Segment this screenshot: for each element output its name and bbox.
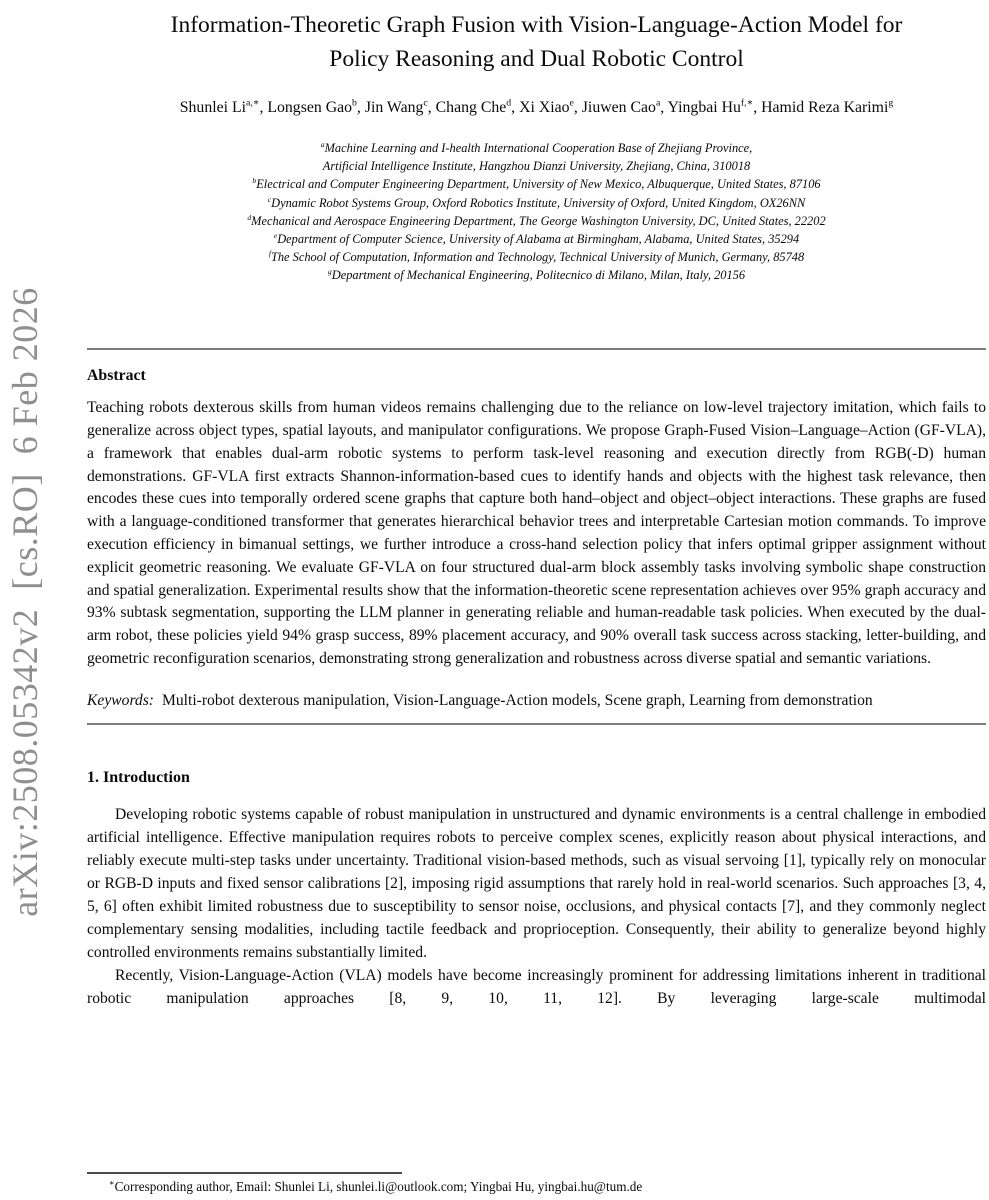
paragraph: Recently, Vision-Language-Action (VLA) models have become increasingly prominent for addressing limitations inherent in traditional robotic manipulation approaches [8, 9, 10, 11, 12]. By leveraging large-scale multimodal <box>87 966 986 1007</box>
abstract-text: Teaching robots dexterous skills from human videos remains challenging due to the reliance on low-level trajectory imitation, which fails to generalize across object types, spatial layouts, and manipulator configurations. We propose Graph-Fused Vision–Language–Action (GF-VLA), a framework that enables dual-arm robotic systems to perform task-level reasoning and execution directly from RGB(-D) human demonstrations. GF-VLA first extracts Shannon-information-based cues to identify hands and objects with the highest task relevance, then encodes these cues into temporally ordered scene graphs that capture both hand–object and object–object interactions. These graphs are fused with a language-conditioned transformer that generates hierarchical behavior trees and interpretable Cartesian motion commands. To improve execution efficiency in bimanual settings, we further introduce a cross-hand selection policy that infers optimal gripper assignment without explicit geometric reasoning. We evaluate GF-VLA on four structured dual-arm block assembly tasks involving symbolic shape construction and spatial generalization. Experimental results show that the information-theoretic scene representation achieves over 95% graph accuracy and 93% subtask segmentation, supporting the LLM planner in generating reliable and human-readable task policies. When executed by the dual-arm robot, these policies yield 94% grasp success, 89% placement accuracy, and 90% overall task success across stacking, letter-building, and geometric reconfiguration scenarios, demonstrating strong generalization and robustness across diverse spatial and semantic variations. <box>87 399 986 667</box>
divider-bottom <box>87 723 986 726</box>
divider-top <box>87 348 986 351</box>
footnote-divider <box>87 1172 402 1174</box>
footnote-text <box>87 1179 989 1195</box>
affiliations <box>87 139 986 285</box>
author: Shunlei $Li^{a,∗}$ <box>179 97 260 116</box>
affiliation-line: $^f$The School of Computation, Information and Technology, Technical University of Munich, Germany, 85748 <box>268 249 805 265</box>
affiliation-line: $^g$Department of Mechanical Engineering, Politecnico di Milano, Milan, Italy, 20156 <box>327 267 746 283</box>
keywords-text: Multi-robot dexterous manipulation, Vision-Language-Action models, Scene graph, Learning from demonstration <box>162 691 873 709</box>
author: Jin Wang$^c$ <box>364 97 428 116</box>
affiliation-line: $^b$Electrical and Computer Engineering Department, University of New Mexico, Albuquerque, United States, 87106 <box>252 176 821 192</box>
footnote <box>87 1158 989 1200</box>
arxiv-watermark: arXiv:2508.05342v2 [cs.RO] 6 Feb 2026 <box>5 287 45 917</box>
affiliation-line: $^d$Mechanical and Aerospace Engineering Department, The George Washington University, DC, United States, 22202 <box>247 212 826 228</box>
page-content <box>87 0 986 1011</box>
author: Yingbai $Hu^{f,∗}$ <box>667 97 754 116</box>
author: Longsen Gao$^b$ <box>267 97 357 116</box>
page-title <box>87 0 986 76</box>
authors-line: Shunlei $Li^{a,∗}$, Longsen Gao$^b$, Jin Wang$^c$, Chang Che$^d$, Xi Xiao$^e$, Jiuwen Cao$^a$, Yingbai $Hu^{f,∗}$, Hamid Reza Karimi$^g$ <box>179 97 894 116</box>
keywords-label: Keywords: <box>87 691 154 709</box>
page-title-line-1: Information-Theoretic Graph Fusion with Vision-Language-Action Model for <box>170 12 903 38</box>
affiliation-line: $^c$Dynamic Robot Systems Group, Oxford Robotics Institute, University of Oxford, United Kingdom, OX26NN <box>267 194 806 210</box>
introduction-body <box>87 804 986 1010</box>
author: Hamid Reza Karimi$^g$ <box>761 97 894 116</box>
affiliation-line: Artificial Intelligence Institute, Hangzhou Dianzi University, Zhejiang, China, 310018 <box>322 159 751 174</box>
abstract-heading: Abstract <box>87 367 146 385</box>
author: Xi Xiao$^e$ <box>519 97 574 116</box>
keywords-line <box>87 689 986 712</box>
author: Chang Che$^d$ <box>435 97 512 116</box>
footnote-body: Corresponding author, Email: Shunlei Li, shunlei.li@outlook.com; Yingbai Hu, yingbai.hu@tum.de <box>114 1178 643 1194</box>
author: Jiuwen Cao$^a$ <box>581 97 661 116</box>
affiliation-line: $^e$Department of Computer Science, University of Alabama at Birmingham, Alabama, United States, 35294 <box>273 230 800 247</box>
paragraph: Developing robotic systems capable of robust manipulation in unstructured and dynamic environments is a central challenge in embodied artificial intelligence. Effective manipulation requires robots to perceive complex scenes, explicitly reason about physical interactions, and reliably execute multi-step tasks under uncertainty. Traditional vision-based methods, such as visual servoing [1], typically rely on monocular or RGB-D inputs and fixed sensor calibrations [2], imposing rigid assumptions that rarely hold in real-world scenarios. Such approaches [3, 4, 5, 6] often exhibit limited robustness due to susceptibility to sensor noise, occlusions, and physical contacts [7], and they commonly neglect complementary sensing modalities, including tactile feedback and proprioception. Consequently, their ability to generalize beyond highly controlled environments remains substantially limited. <box>87 806 986 961</box>
section-heading-introduction: 1. Introduction <box>87 769 190 787</box>
page-title-line-2: Policy Reasoning and Dual Robotic Control <box>329 46 744 72</box>
footnote-asterisk: ∗ <box>109 1178 115 1188</box>
affiliation-line: $^a$Machine Learning and I-health International Cooperation Base of Zhejiang Province, <box>320 139 753 155</box>
